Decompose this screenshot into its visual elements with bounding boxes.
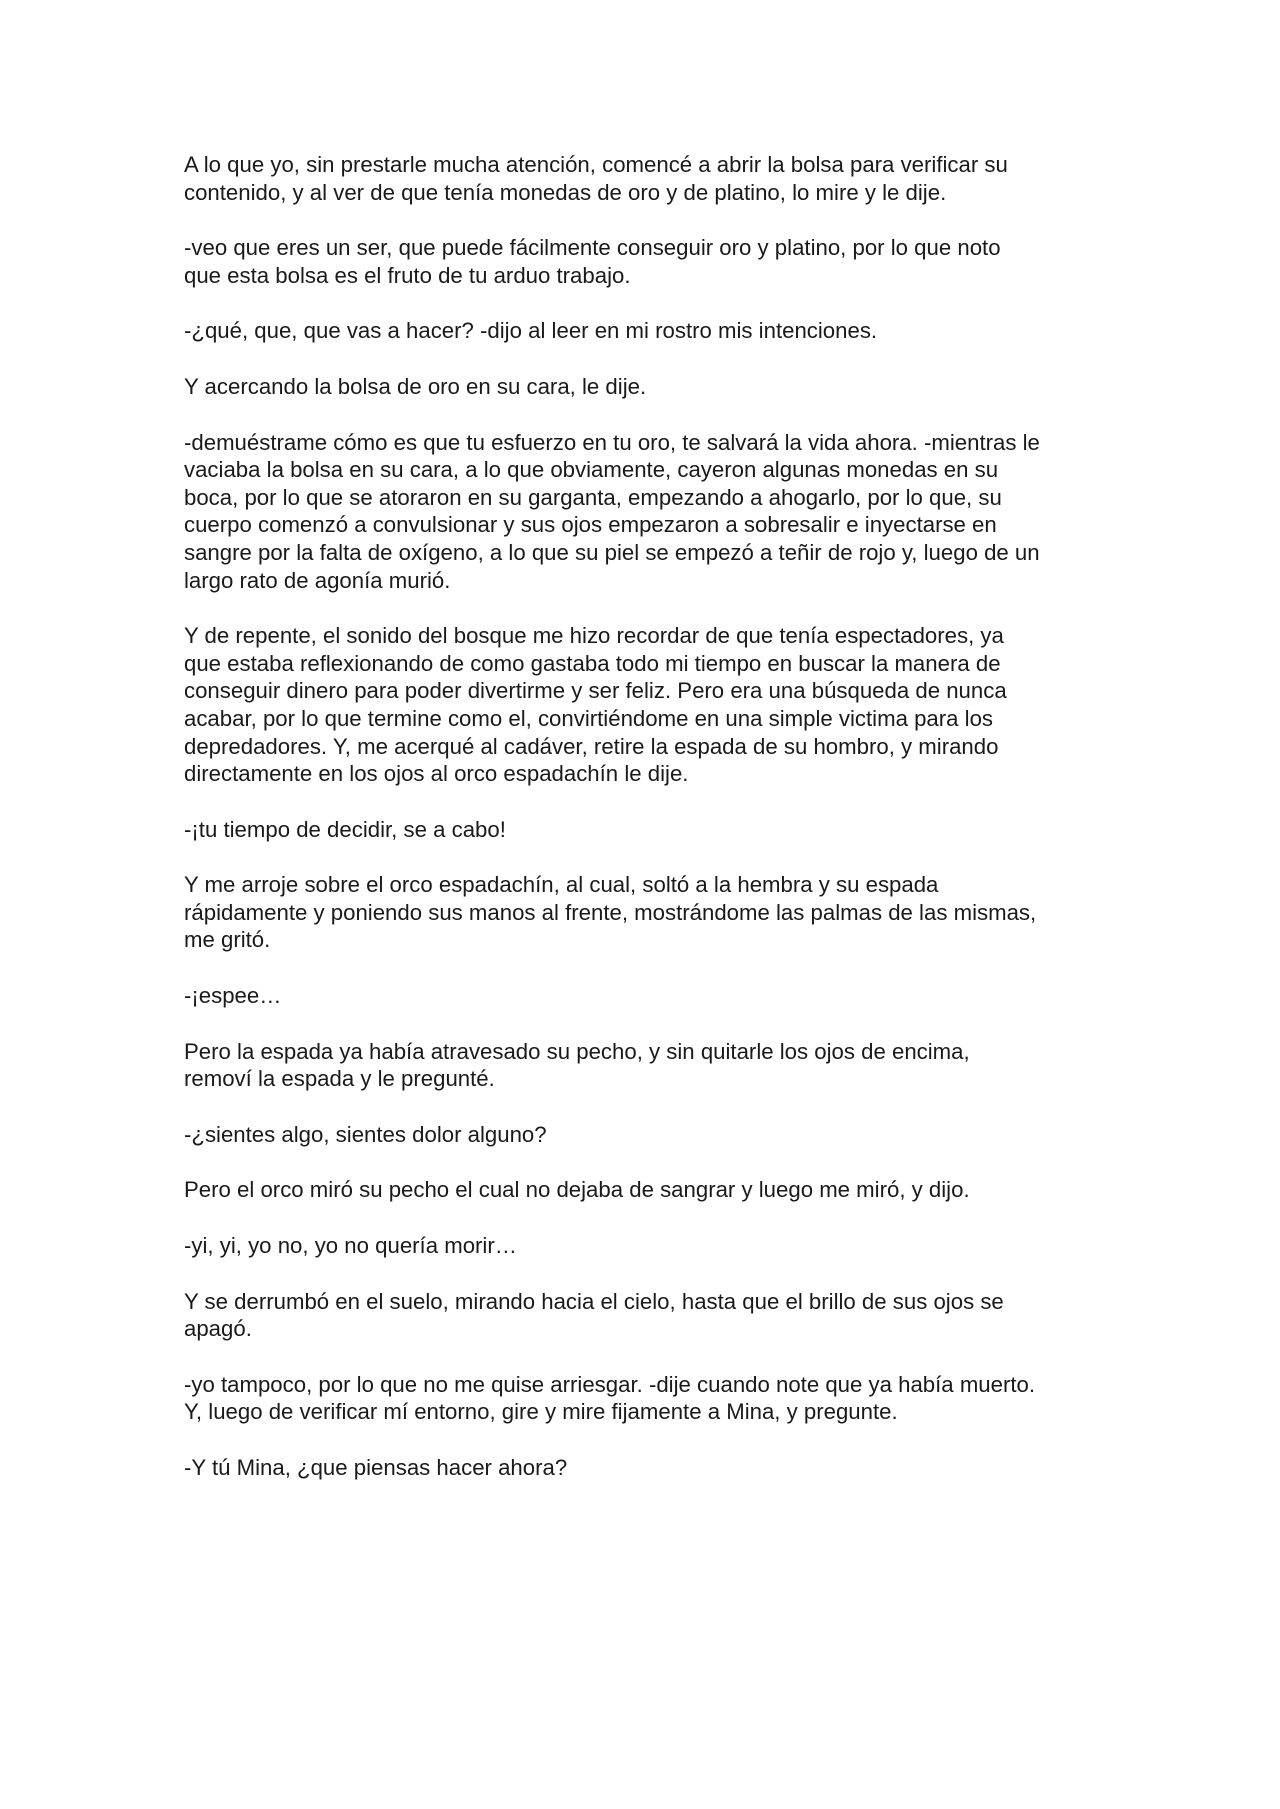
paragraph: Y me arroje sobre el orco espadachín, al cual, soltó a la hembra y su espada rápidamente y poniendo sus manos al frente, mostrándome las palmas de las mismas, me gritó.: [184, 872, 1037, 953]
paragraph: -¿sientes algo, sientes dolor alguno?: [184, 1121, 547, 1147]
paragraph: Y se derrumbó en el suelo, mirando hacia el cielo, hasta que el brillo de sus ojos se apagó.: [184, 1288, 1004, 1342]
paragraph: -¡espee…: [184, 983, 282, 1009]
paragraph: Y de repente, el sonido del bosque me hizo recordar de que tenía espectadores, ya que estaba reflexionando de como gastaba todo mi tiempo en buscar la manera de conseguir dinero para poder divertirme y ser feliz. Pero era una búsqueda de nunca acabar, por lo que termine como el, convirtiéndome en una simple victima para los depredadores. Y, me acerqué al cadáver, retire la espada de su hombro, y mirando directamente en los ojos al orco espadachín le dije.: [184, 623, 1007, 787]
paragraph: Pero la espada ya había atravesado su pecho, y sin quitarle los ojos de encima, removí la espada y le pregunté.: [184, 1038, 970, 1092]
paragraph: -demuéstrame cómo es que tu esfuerzo en tu oro, te salvará la vida ahora. -mientras le vaciaba la bolsa en su cara, a lo que obviamente, cayeron algunas monedas en su boca, por lo que se atoraron en su garganta, empezando a ahogarlo, por lo que, su cuerpo comenzó a convulsionar y sus ojos empezaron a sobresalir e inyectarse en sangre por la falta de oxígeno, a lo que su piel se empezó a teñir de rojo y, luego de un largo rato de agonía murió.: [184, 429, 1040, 593]
paragraph: -yi, yi, yo no, yo no quería morir…: [184, 1233, 517, 1259]
paragraph: -yo tampoco, por lo que no me quise arriesgar. -dije cuando note que ya había muerto. Y, luego de verificar mí entorno, gire y mire fijamente a Mina, y pregunte.: [184, 1371, 1036, 1425]
paragraph: -¿qué, que, que vas a hacer? -dijo al leer en mi rostro mis intenciones.: [184, 318, 878, 344]
paragraph: -¡tu tiempo de decidir, se a cabo!: [184, 816, 506, 842]
paragraph: -Y tú Mina, ¿que piensas hacer ahora?: [184, 1455, 568, 1480]
paragraph: A lo que yo, sin prestarle mucha atención, comencé a abrir la bolsa para verificar su contenido, y al ver de que tenía monedas de oro y de platino, lo mire y le dije.: [184, 152, 1008, 205]
document-body: [184, 151, 1104, 1510]
paragraph: Pero el orco miró su pecho el cual no dejaba de sangrar y luego me miró, y dijo.: [184, 1177, 970, 1203]
paragraph: Y acercando la bolsa de oro en su cara, le dije.: [184, 373, 647, 399]
paragraph: -veo que eres un ser, que puede fácilmente conseguir oro y platino, por lo que noto que esta bolsa es el fruto de tu arduo trabajo.: [184, 235, 1001, 288]
